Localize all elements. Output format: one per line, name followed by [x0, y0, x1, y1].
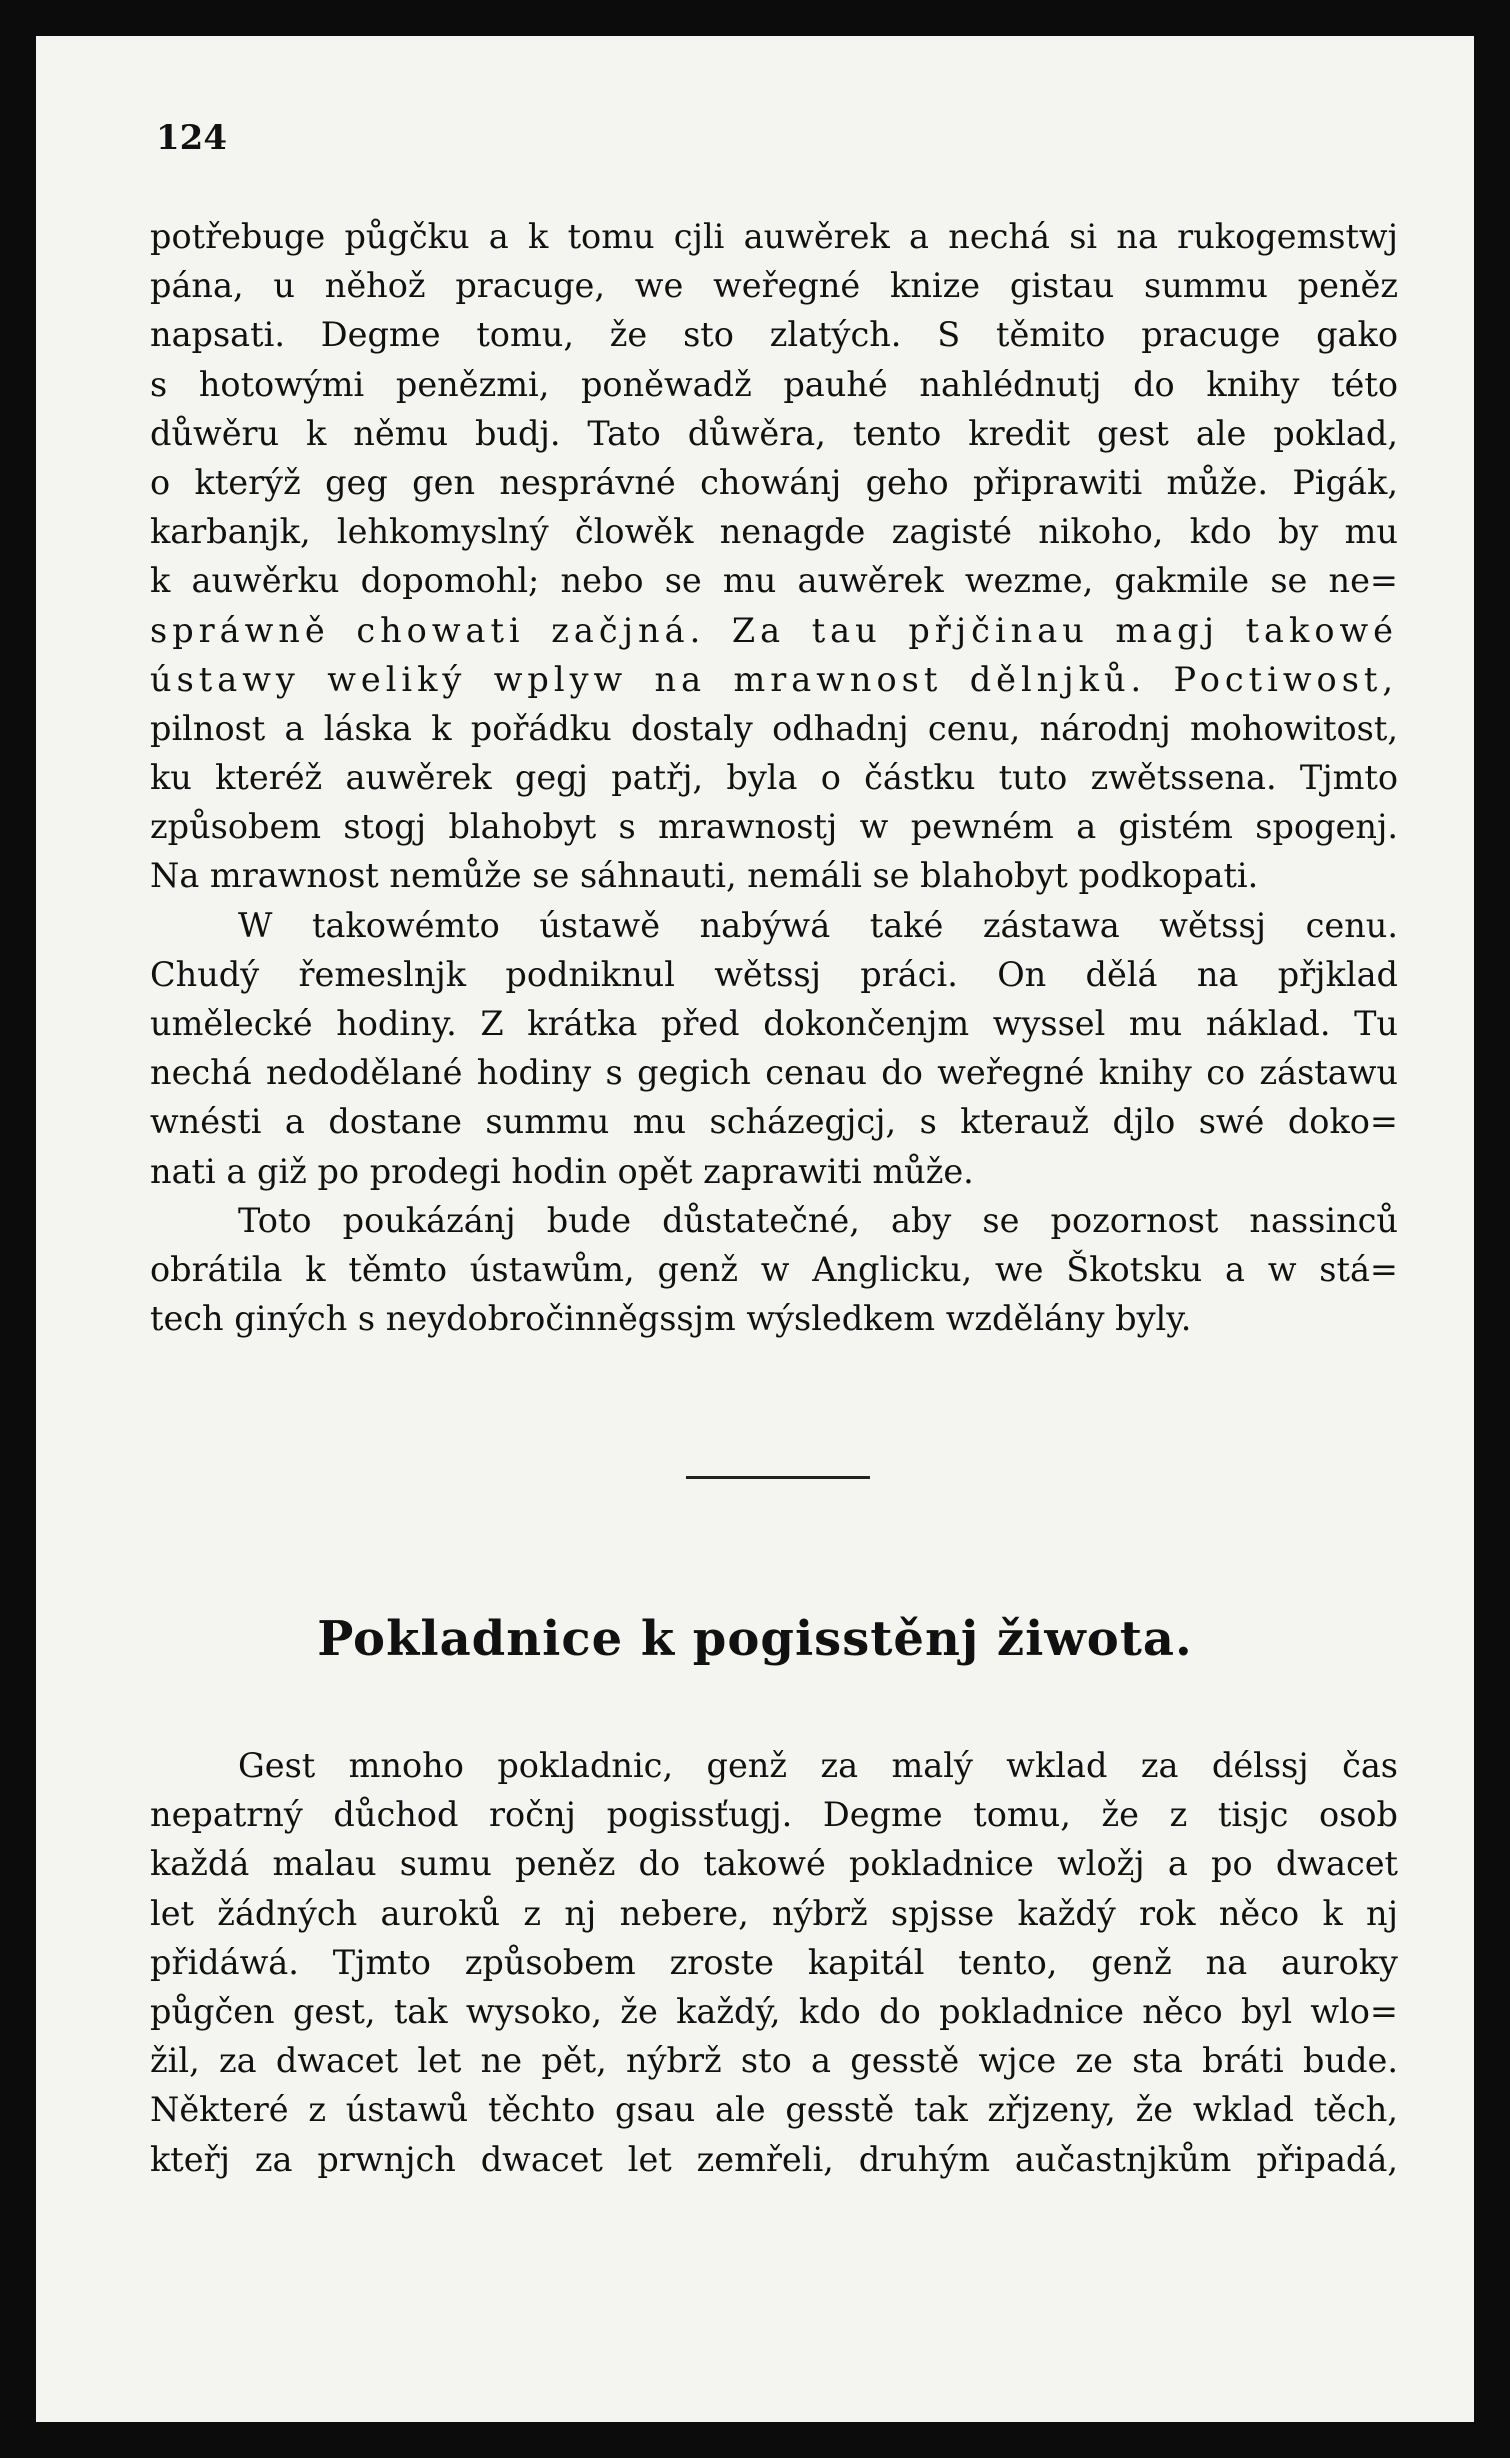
- text-line: pána, u něhož pracuge, we weřegné knize gistau summu peněz: [150, 266, 1398, 306]
- text-line: Toto poukázánj bude důstatečné, aby se pozornost nassinců: [238, 1200, 1398, 1240]
- text-line: nati a giž po prodegi hodin opět zaprawiti může.: [150, 1151, 974, 1191]
- text-line-emphasized: spráwně chowati začjná. Za tau přjčinau magj takowé: [150, 610, 1398, 650]
- text-line: k auwěrku dopomohl; nebo se mu auwěrek wezme, gakmile se ne=: [150, 561, 1398, 601]
- paragraph-middle: [150, 901, 1398, 1196]
- text-line: každá malau sumu peněz do takowé pokladnice wložj a po dwacet: [150, 1844, 1398, 1884]
- text-line: ku kteréž auwěrek gegj patřj, byla o částku tuto zwětssena. Tjmto: [150, 758, 1398, 798]
- text-block-lower: [150, 1741, 1398, 2184]
- text-block-upper: [150, 212, 1398, 1343]
- text-line: způsobem stogj blahobyt s mrawnostj w pewném a gistém spogenj.: [150, 807, 1398, 847]
- text-line: napsati. Degme tomu, že sto zlatých. S těmito pracuge gako: [150, 315, 1398, 355]
- text-line: Některé z ústawů těchto gsau ale gesstě tak zřjzeny, že wklad těch,: [150, 2090, 1398, 2130]
- text-line: let žádných auroků z nj nebere, nýbrž spjsse každý rok něco k nj: [150, 1893, 1398, 1933]
- text-line: Gest mnoho pokladnic, genž za malý wklad za délssj čas: [238, 1746, 1398, 1785]
- paragraph-bottom: [150, 1741, 1398, 2184]
- text-line: půgčen gest, tak wysoko, že každý, kdo do pokladnice něco byl wlo=: [150, 1991, 1398, 2031]
- text-line: umělecké hodiny. Z krátka před dokončenjm wyssel mu náklad. Tu: [150, 1004, 1398, 1043]
- paragraph-top: [150, 212, 1398, 901]
- paragraph-closing: [150, 1196, 1398, 1344]
- section-heading: Pokladnice k pogisstěnj žiwota.: [317, 1611, 1193, 1667]
- text-line: karbanjk, lehkomyslný člowěk nenagde zagisté nikoho, kdo by mu: [150, 512, 1398, 552]
- text-line: důwěru k němu budj. Tato důwěra, tento kredit gest ale poklad,: [150, 413, 1398, 453]
- text-line: nechá nedodělané hodiny s gegich cenau do weřegné knihy co zástawu: [150, 1053, 1398, 1093]
- text-line: wnésti a dostane summu mu scházegjcj, s kterauž djlo swé doko=: [150, 1102, 1398, 1142]
- text-line: W takowémto ústawě nabýwá také zástawa wětssj cenu.: [238, 905, 1398, 945]
- text-line: nepatrný důchod ročnj pogissťugj. Degme tomu, že z tisjc osob: [150, 1795, 1398, 1835]
- text-line: o kterýž geg gen nesprávné chowánj geho připrawiti může. Pigák,: [150, 462, 1398, 502]
- text-line: s hotowými penězmi, poněwadž pauhé nahlédnutj do knihy této: [150, 364, 1398, 404]
- text-line: přidáwá. Tjmto způsobem zroste kapitál tento, genž na auroky: [150, 1942, 1398, 1982]
- text-line-emphasized: ústawy weliký wplyw na mrawnost dělnjků. Poctiwost,: [150, 659, 1398, 699]
- text-line: Na mrawnost nemůže se sáhnauti, nemáli se blahobyt podkopati.: [150, 856, 1259, 896]
- text-line: obrátila k těmto ústawům, genž w Anglicku, we Škotsku a w stá=: [150, 1249, 1398, 1289]
- page-number: 124: [156, 118, 227, 158]
- text-line: žil, za dwacet let ne pět, nýbrž sto a gesstě wjce ze sta bráti bude.: [150, 2041, 1398, 2081]
- text-line: potřebuge půgčku a k tomu cjli auwěrek a nechá si na rukogemstwj: [150, 217, 1398, 256]
- book-page: [36, 36, 1474, 2422]
- text-line: Chudý řemeslnjk podniknul wětssj práci. On dělá na přjklad: [150, 954, 1398, 994]
- section-divider: [686, 1476, 870, 1479]
- text-line: tech giných s neydobročinněgssjm wýsledkem wzdělány byly.: [150, 1299, 1192, 1339]
- text-line: kteřj za prwnjch dwacet let zemřeli, druhým aučastnjkům připadá,: [150, 2139, 1398, 2179]
- text-line: pilnost a láska k pořádku dostaly odhadnj cenu, národnj mohowitost,: [150, 708, 1398, 748]
